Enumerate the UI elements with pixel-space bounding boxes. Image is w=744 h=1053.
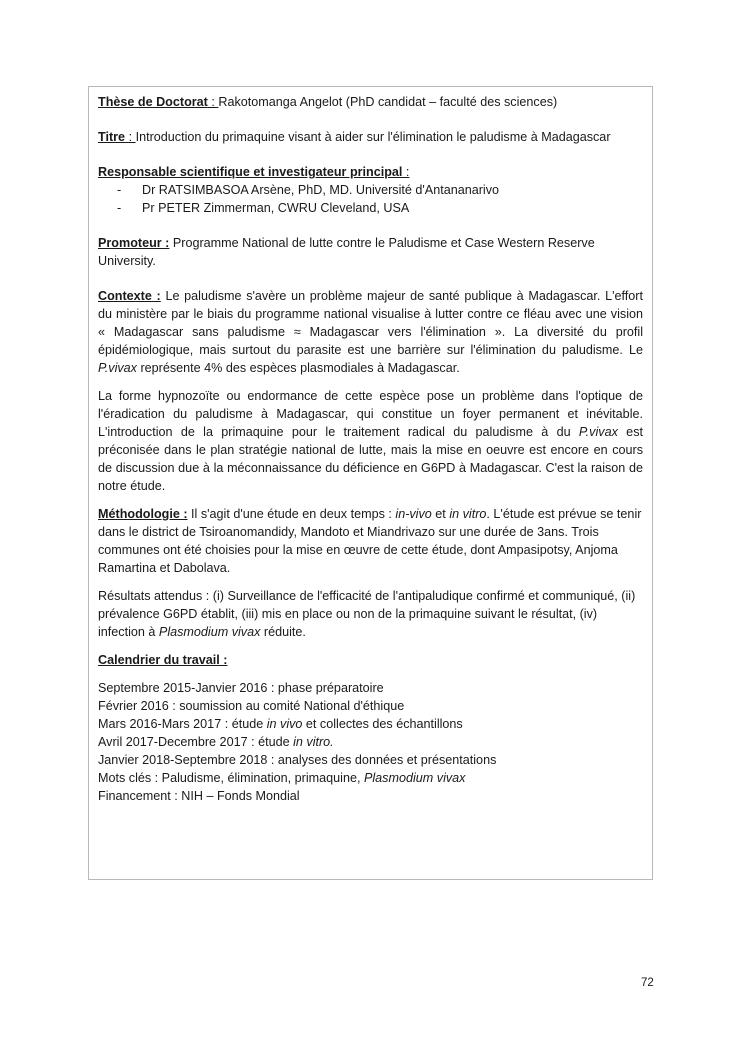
- calendrier-line: Février 2016 : soumission au comité National d'éthique: [98, 699, 405, 713]
- contexte-text-1: Le paludisme s'avère un problème majeur de santé publique à Madagascar. L'effort du ministère par le biais du programme national visualise à lutter contre ce fléau avec une vision « Madagascar sans paludisme ≈ Madagascar vers l'élimination ». La diversité du profil épidémiologique, mais surtout du parasite est une barrière sur l'élimination du paludisme. Le: [98, 289, 643, 357]
- methodologie-text-1: Il s'agit d'une étude en deux temps :: [187, 507, 396, 521]
- hypnozoite-text-2: est préconisée dans le plan stratégie national de lutte, mais la mise en oeuvre est encore en cours de discussion due à la méconnaissance du déficience en G6PD à Madagascar. C'est la raison de notre étude.: [98, 425, 643, 493]
- calendrier-label: Calendrier du travail :: [98, 653, 228, 667]
- hypnozoite-paragraph: [98, 387, 643, 495]
- hypnozoite-text-1: La forme hypnozoïte ou endormance de cette espèce pose un problème dans l'optique de l'éradication du paludisme à Madagascar, qui constitue un foyer permanent et inévitable. L'introduction de la primaquine pour le traitement radical du paludisme à du: [98, 389, 643, 439]
- thesis-sep: :: [207, 95, 219, 109]
- calendrier-line: Septembre 2015-Janvier 2016 : phase préparatoire: [98, 681, 384, 695]
- responsables-label: Responsable scientifique et investigateur principal: [98, 165, 403, 179]
- methodologie-in-vitro: in vitro: [449, 507, 487, 521]
- title-paragraph: [98, 128, 643, 146]
- methodologie-paragraph: [98, 505, 643, 577]
- responsables-list: [98, 181, 643, 217]
- title-label: Titre: [98, 130, 126, 144]
- responsables-heading: [98, 163, 643, 181]
- promoteur-text: Programme National de lutte contre le Paludisme et Case Western Reserve University.: [98, 236, 595, 268]
- calendrier-line: [98, 733, 643, 751]
- keywords-line: [98, 769, 643, 787]
- thesis-header: [98, 93, 643, 111]
- promoteur-label: Promoteur :: [98, 236, 170, 250]
- promoteur-paragraph: [98, 234, 643, 270]
- methodologie-text-3: . L'étude est prévue se tenir dans le district de Tsiroanomandidy, Mandoto et Miandrivazo sur une durée de 3ans. Trois communes ont été choisies pour la mise en œuvre de cette étude, dont Ampasipotsy, Anjoma Ramartina et Dabolava.: [98, 507, 642, 575]
- financement-line: Financement : NIH – Fonds Mondial: [98, 789, 300, 803]
- calendrier-heading: [98, 651, 643, 669]
- calendrier-lines: [98, 679, 643, 805]
- calendrier-line-3a: Mars 2016-Mars 2017 : étude: [98, 717, 267, 731]
- hypnozoite-species: P.vivax: [578, 425, 618, 439]
- thesis-label: Thèse de Doctorat: [98, 95, 208, 109]
- resultats-text-2: réduite.: [260, 625, 306, 639]
- resultats-text-1: Résultats attendus : (i) Surveillance de l'efficacité de l'antipaludique confirmé et communiqué, (ii) prévalence G6PD établit, (iii) mis en place ou non de la primaquine suivant le résultat, (iv) infection à: [98, 589, 636, 639]
- contexte-text-2: représente 4% des espèces plasmodiales à Madagascar.: [136, 361, 460, 375]
- methodologie-text-2: et: [431, 507, 450, 521]
- title-sep: :: [125, 130, 136, 144]
- contexte-label: Contexte :: [98, 289, 161, 303]
- methodologie-label: Méthodologie :: [98, 507, 188, 521]
- title-text: Introduction du primaquine visant à aider sur l'élimination le paludisme à Madagascar: [135, 130, 611, 144]
- calendrier-line-3b: et collectes des échantillons: [302, 717, 463, 731]
- responsables-sep: :: [402, 165, 410, 179]
- resultats-paragraph: [98, 587, 643, 641]
- contexte-paragraph: [98, 287, 643, 377]
- calendrier-line: [98, 715, 643, 733]
- thesis-author: Rakotomanga Angelot (PhD candidat – faculté des sciences): [218, 95, 558, 109]
- calendrier-line-4a: Avril 2017-Decembre 2017 : étude: [98, 735, 294, 749]
- resultats-species: Plasmodium vivax: [158, 625, 261, 639]
- keywords-text: Mots clés : Paludisme, élimination, primaquine,: [98, 771, 364, 785]
- contexte-species: P.vivax: [98, 361, 137, 375]
- list-item: - Pr PETER Zimmerman, CWRU Cleveland, USA: [117, 199, 643, 217]
- calendrier-line-3-italic: in vivo: [266, 717, 303, 731]
- calendrier-line: Janvier 2018-Septembre 2018 : analyses des données et présentations: [98, 753, 497, 767]
- document-box: [88, 86, 653, 880]
- calendrier-line-4-italic: in vitro.: [293, 735, 334, 749]
- keywords-italic: Plasmodium vivax: [363, 771, 466, 785]
- page-number: 72: [641, 977, 654, 989]
- methodologie-in-vivo: in-vivo: [395, 507, 432, 521]
- list-item: - Dr RATSIMBASOA Arsène, PhD, MD. Université d'Antananarivo: [117, 181, 643, 199]
